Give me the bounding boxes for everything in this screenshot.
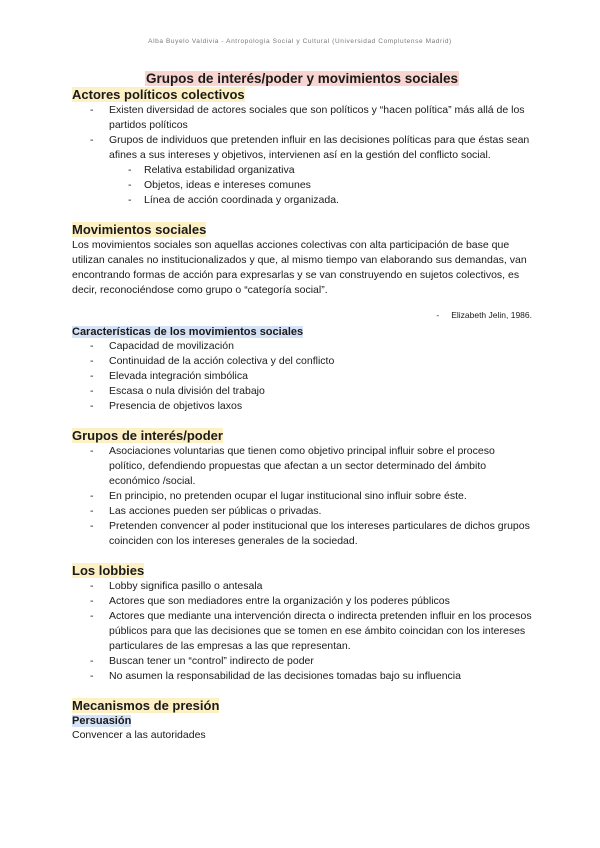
section-heading-actores — [72, 87, 532, 103]
list-item: - Lobby significa pasillo o antesala — [72, 579, 532, 594]
sublist-item: - Objetos, ideas e intereses comunes — [72, 178, 532, 193]
movimientos-paragraph: Los movimientos sociales son aquellas acciones colectivas con alta participación de base que utilizan canales no institucionalizados y que, al mismo tiempo van elaborando sus demandas, van encontrando formas de acción para expresarlas y se van construyendo en sujetos colectivos, es decir, reconociéndose como grupo o “categoría social”. — [72, 239, 527, 296]
sublist-item: - Línea de acción coordinada y organizada. — [72, 193, 532, 208]
subsection-heading-caracteristicas-text: Características de los movimientos sociales — [72, 326, 304, 338]
list-item: - No asumen la responsabilidad de las decisiones tomadas bajo su influencia — [72, 669, 532, 684]
caracteristicas-list — [72, 339, 532, 414]
actores-sublist — [72, 163, 532, 208]
section-heading-lobbies — [72, 563, 532, 579]
document-title-text: Grupos de interés/poder y movimientos sociales — [145, 71, 459, 86]
list-item: - En principio, no pretenden ocupar el lugar institucional sino influir sobre éste. — [72, 489, 532, 504]
list-item: - Elevada integración simbólica — [72, 369, 532, 384]
citation — [72, 309, 532, 321]
list-item: - Presencia de objetivos laxos — [72, 399, 532, 414]
list-item: - Escasa o nula división del trabajo — [72, 384, 532, 399]
document-content — [72, 70, 532, 743]
section-heading-actores-text: Actores políticos colectivos — [72, 87, 245, 102]
citation-dash: - — [436, 310, 440, 320]
list-item: - Asociaciones voluntarias que tienen como objetivo principal influir sobre el proceso político, defendiendo propuestas que afectan a un sector determinado del ámbito económico /social. — [72, 444, 532, 489]
subsection-heading-caracteristicas — [72, 325, 532, 339]
document-title — [72, 70, 532, 87]
list-item: - Continuidad de la acción colectiva y del conflicto — [72, 354, 532, 369]
list-item: - Actores que son mediadores entre la organización y los poderes públicos — [72, 594, 532, 609]
subsection-heading-persuasion-text: Persuasión — [72, 715, 132, 727]
actores-list — [72, 103, 532, 163]
list-item: - Capacidad de movilización — [72, 339, 532, 354]
page-header: Alba Buyelo Valdivia - Antropología Social y Cultural (Universidad Complutense Madrid) — [148, 38, 452, 45]
list-item: - Pretenden convencer al poder institucional que los intereses particulares de dichos grupos coinciden con los intereses generales de la sociedad. — [72, 519, 532, 549]
sublist-item: - Relativa estabilidad organizativa — [72, 163, 532, 178]
section-heading-mecanismos-text: Mecanismos de presión — [72, 698, 220, 713]
list-item: - Existen diversidad de actores sociales que son políticos y “hacen política” más allá de los partidos políticos — [72, 103, 532, 133]
section-heading-lobbies-text: Los lobbies — [72, 563, 145, 578]
list-item: - Grupos de individuos que pretenden influir en las decisiones políticas para que éstas sean afines a sus intereses y objetivos, intervienen así en la gestión del conflicto social. — [72, 133, 532, 163]
section-heading-movimientos-text: Movimientos sociales — [72, 222, 207, 237]
lobbies-list — [72, 579, 532, 684]
subsection-heading-persuasion — [72, 714, 532, 728]
section-heading-mecanismos — [72, 698, 532, 714]
section-heading-grupos — [72, 428, 532, 444]
section-heading-grupos-text: Grupos de interés/poder — [72, 428, 223, 443]
persuasion-paragraph: Convencer a las autoridades — [72, 729, 206, 741]
list-item: - Las acciones pueden ser públicas o privadas. — [72, 504, 532, 519]
grupos-list — [72, 444, 532, 549]
citation-text: Elizabeth Jelin, 1986. — [451, 310, 532, 320]
list-item: - Buscan tener un “control” indirecto de poder — [72, 654, 532, 669]
section-heading-movimientos — [72, 222, 532, 238]
list-item: - Actores que mediante una intervención directa o indirecta pretenden influir en los procesos públicos para que las decisiones que se tomen en ese ámbito coincidan con los intereses particulares de las empresas a las que representan. — [72, 609, 532, 654]
